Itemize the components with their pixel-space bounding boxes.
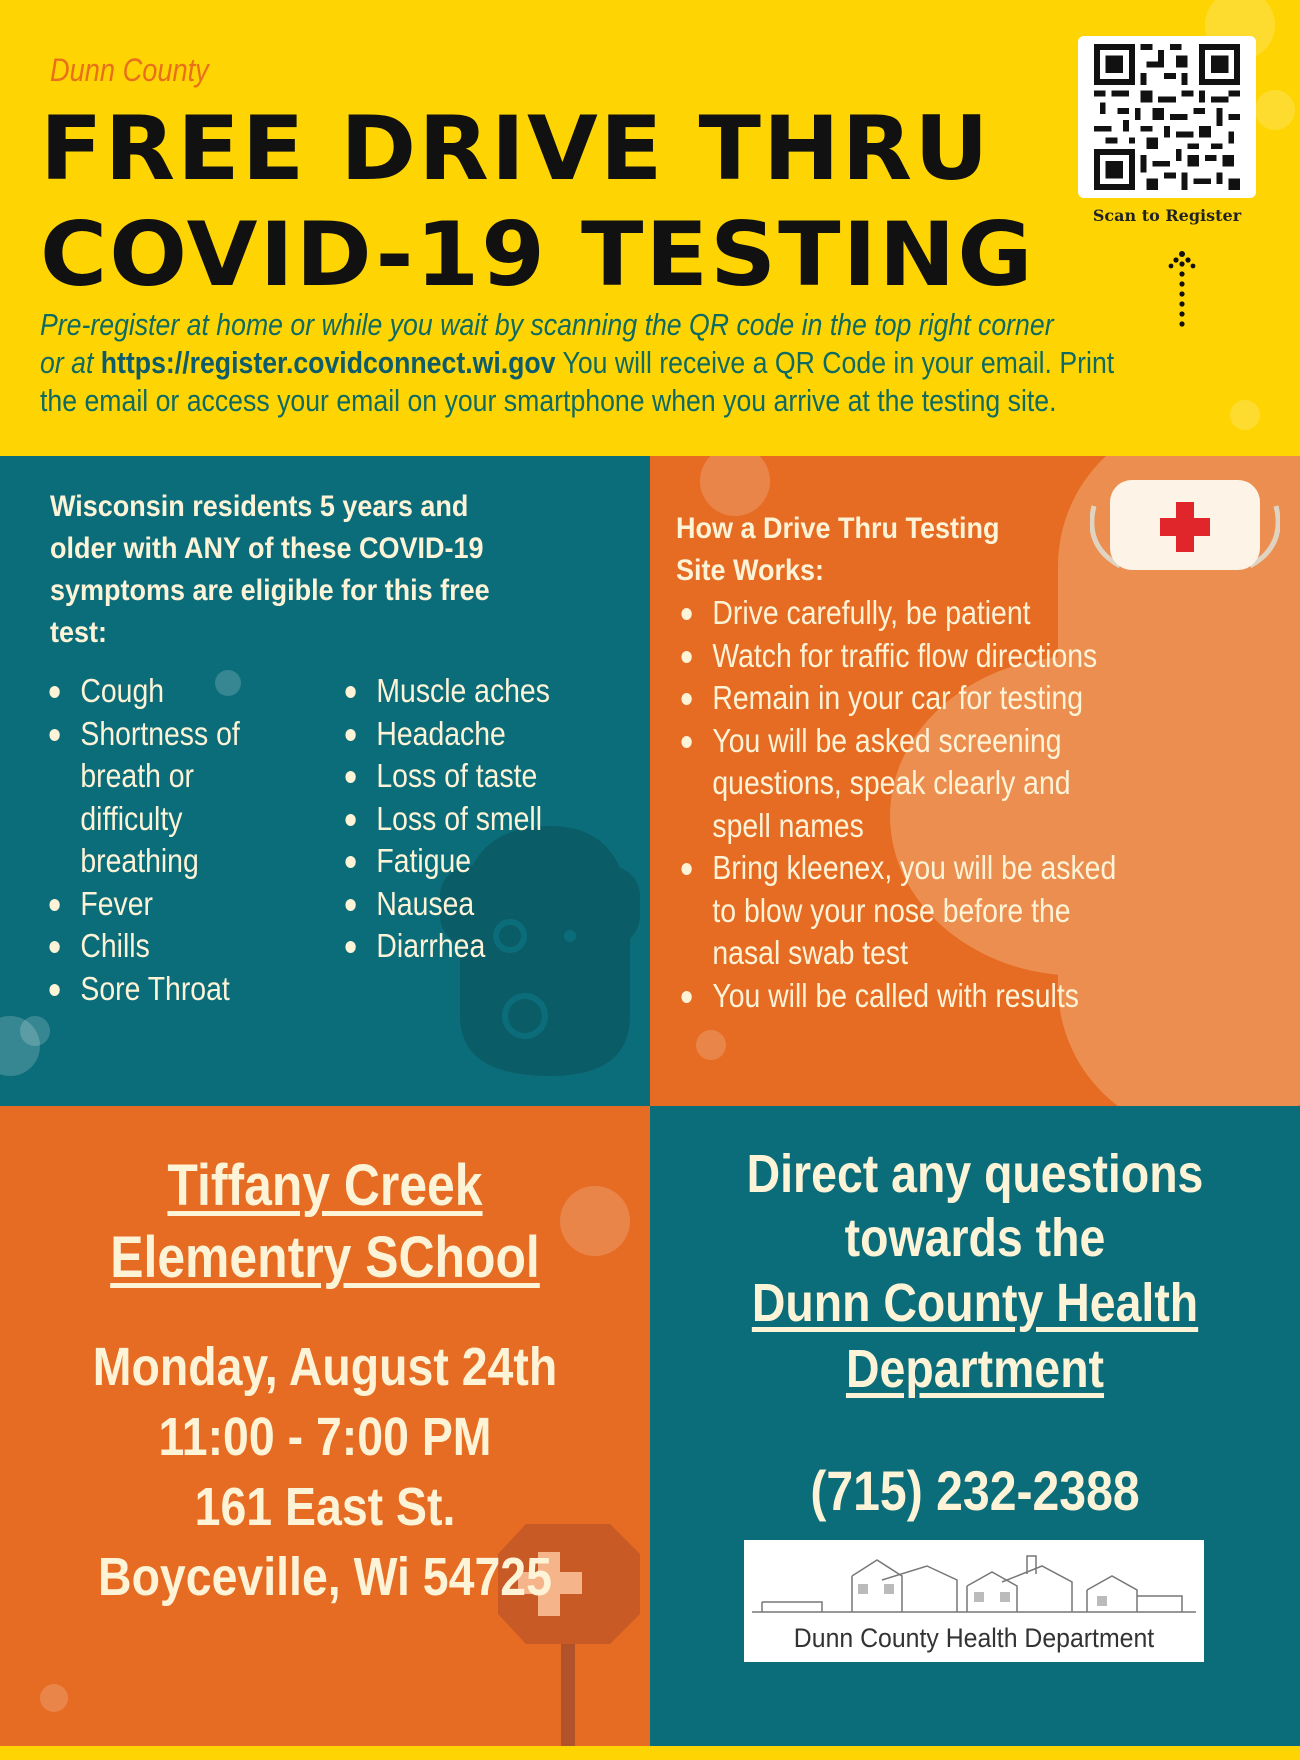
county-name: Dunn County bbox=[50, 52, 209, 88]
department-line-2: Department bbox=[845, 1339, 1105, 1399]
contact-panel bbox=[650, 1106, 1300, 1746]
bottom-border bbox=[0, 1746, 1300, 1760]
intro-line-1: Pre-register at home or while you wait by scanning the QR code in the top right corner bbox=[40, 307, 1054, 342]
qr-code-icon bbox=[1092, 44, 1242, 190]
contact-line-1: Direct any questions bbox=[746, 1144, 1204, 1204]
department-line-1: Dunn County Health bbox=[751, 1273, 1199, 1333]
intro-line-2 bbox=[40, 344, 1115, 382]
title-line-1: FREE DRIVE THRU bbox=[40, 97, 991, 200]
symptom-item: Chills bbox=[46, 925, 252, 968]
decor-bubble bbox=[1230, 400, 1260, 430]
symptom-item: Loss of smell bbox=[342, 798, 566, 841]
symptom-item: Sore Throat bbox=[46, 968, 252, 1011]
qr-code[interactable] bbox=[1078, 36, 1256, 198]
title-line-2: COVID-19 TESTING bbox=[40, 203, 1035, 306]
symptom-item: Nausea bbox=[342, 883, 566, 926]
registration-link[interactable]: https://register.covidconnect.wi.gov bbox=[100, 345, 556, 380]
street-address: 161 East St. bbox=[194, 1477, 456, 1537]
symptom-item: Shortness of breath or difficulty breathing bbox=[46, 713, 252, 883]
symptom-item: Cough bbox=[46, 670, 252, 713]
symptom-list-2 bbox=[342, 670, 566, 968]
step-item: Bring kleenex, you will be asked to blow your nose before the nasal swab test bbox=[678, 847, 1125, 975]
symptom-item: Muscle aches bbox=[342, 670, 566, 713]
event-date: Monday, August 24th bbox=[92, 1337, 558, 1397]
symptom-item: Headache bbox=[342, 713, 566, 756]
step-item: You will be called with results bbox=[678, 975, 1125, 1018]
decor-bubble bbox=[20, 1016, 50, 1046]
how-it-works-panel bbox=[650, 456, 1300, 1106]
qr-caption: Scan to Register bbox=[1092, 206, 1242, 225]
eligibility-heading: Wisconsin residents 5 years and older with ANY of these COVID-19 symptoms are eligible for this free test: bbox=[50, 490, 490, 649]
eligibility-panel bbox=[0, 456, 650, 1106]
header-section bbox=[0, 0, 1300, 456]
decor-bubble bbox=[1255, 90, 1295, 130]
decor-bubble bbox=[40, 1684, 68, 1712]
intro-suffix: You will receive a QR Code in your email. Print bbox=[555, 345, 1115, 380]
step-item: Drive carefully, be patient bbox=[678, 592, 1125, 635]
how-it-works-heading: How a Drive Thru Testing Site Works: bbox=[676, 512, 1000, 587]
city-address: Boyceville, Wi 54725 bbox=[98, 1547, 552, 1607]
symptom-item: Diarrhea bbox=[342, 925, 566, 968]
school-name-line-2: Elementry SChool bbox=[110, 1225, 540, 1290]
decor-bubble bbox=[700, 456, 770, 516]
phone-number[interactable]: (715) 232-2388 bbox=[810, 1459, 1140, 1522]
symptom-item: Fever bbox=[46, 883, 252, 926]
intro-line-3: the email or access your email on your smartphone when you arrive at the testing site. bbox=[40, 383, 1057, 418]
decor-bubble bbox=[696, 1030, 726, 1060]
location-panel bbox=[0, 1106, 650, 1746]
farm-buildings-icon bbox=[752, 1546, 1196, 1620]
intro-text bbox=[40, 306, 1115, 420]
symptom-item: Fatigue bbox=[342, 840, 566, 883]
contact-info bbox=[650, 1142, 1300, 1402]
medical-mask-icon bbox=[1090, 476, 1280, 586]
step-item: Watch for traffic flow directions bbox=[678, 635, 1125, 678]
logo-caption: Dunn County Health Department bbox=[793, 1623, 1155, 1653]
location-info bbox=[0, 1150, 650, 1612]
step-item: Remain in your car for testing bbox=[678, 677, 1125, 720]
symptom-list-1 bbox=[46, 670, 252, 1010]
symptom-item: Loss of taste bbox=[342, 755, 566, 798]
how-it-works-list bbox=[678, 592, 1125, 1017]
step-item: You will be asked screening questions, speak clearly and spell names bbox=[678, 720, 1125, 848]
arrow-up-icon bbox=[1168, 250, 1196, 330]
intro-prefix: or at bbox=[40, 345, 101, 380]
health-department-logo bbox=[744, 1540, 1204, 1662]
event-time: 11:00 - 7:00 PM bbox=[158, 1407, 492, 1467]
contact-line-2: towards the bbox=[844, 1208, 1106, 1268]
page-title bbox=[40, 96, 1035, 308]
school-name-line-1: Tiffany Creek bbox=[167, 1153, 483, 1218]
